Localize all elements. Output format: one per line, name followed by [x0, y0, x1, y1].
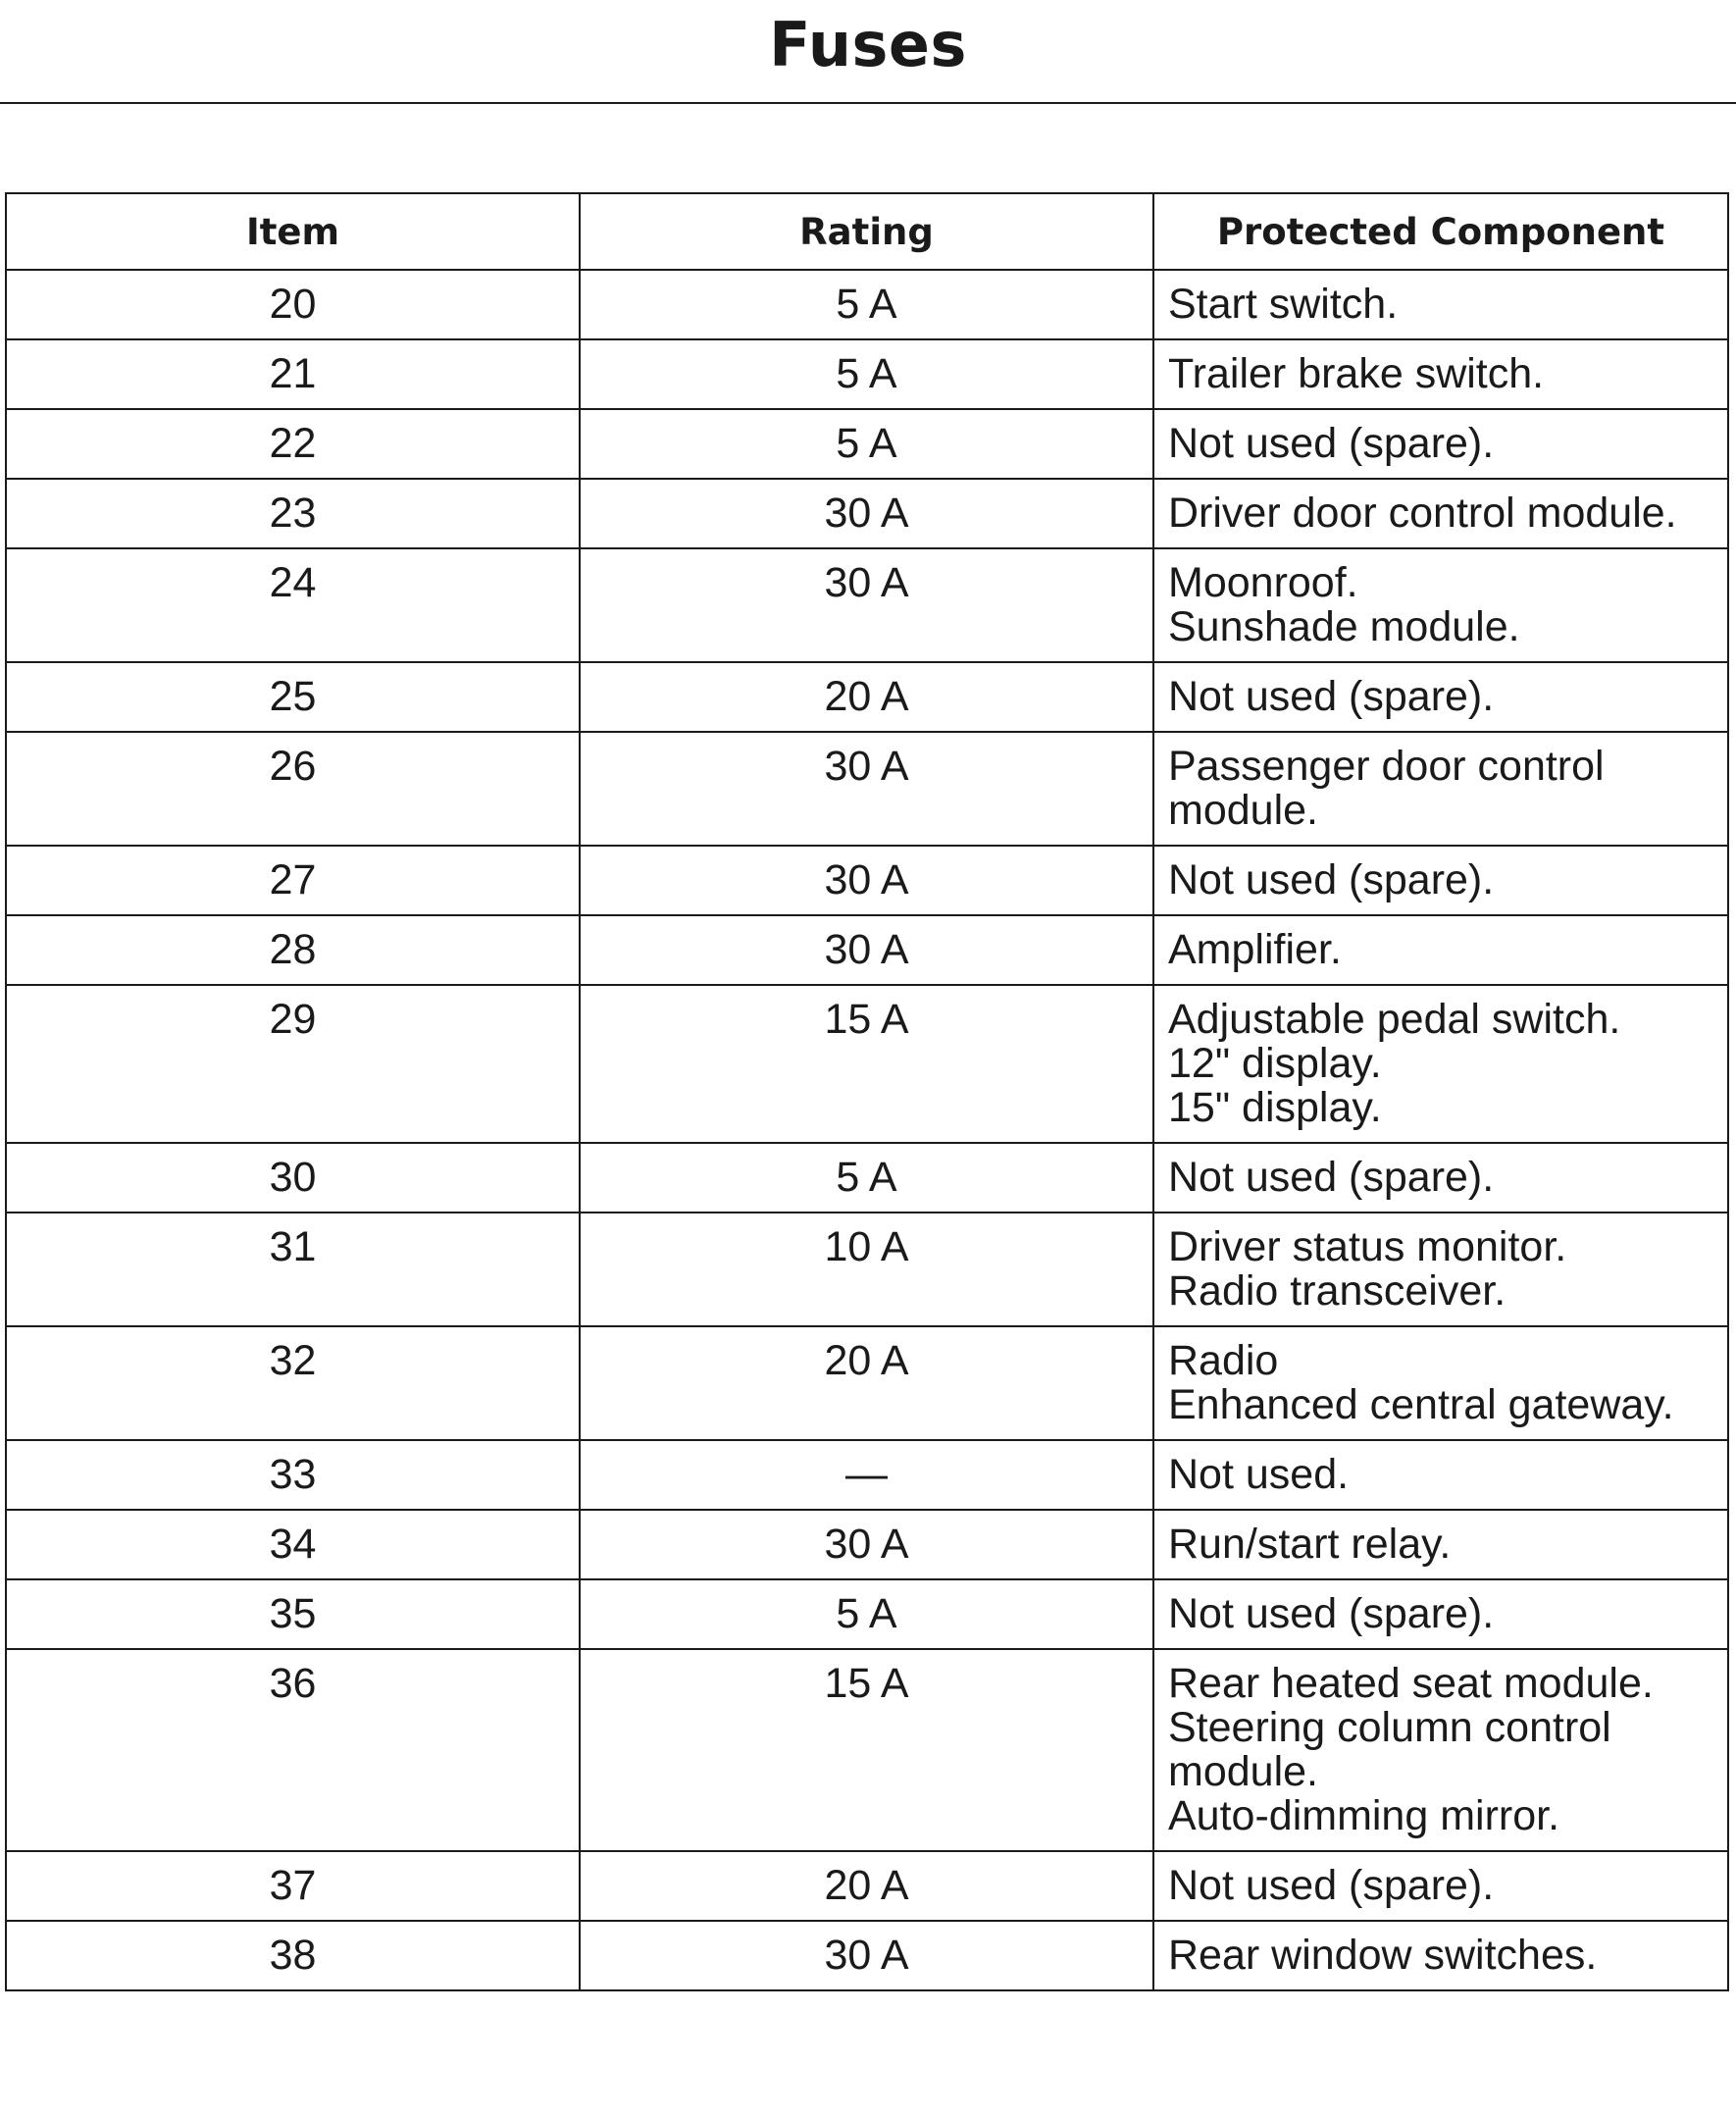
table-body [6, 270, 1728, 1990]
component-line: Amplifier. [1168, 926, 1342, 973]
item-cell: 27 [6, 846, 580, 915]
component-line: 15" display. [1168, 1084, 1382, 1131]
item-cell: 25 [6, 662, 580, 732]
table-row [6, 1851, 1728, 1921]
component-line: Radio [1168, 1337, 1279, 1384]
table-row [6, 1649, 1728, 1851]
component-line: Start switch. [1168, 281, 1399, 328]
column-header-protected-component: Protected Component [1153, 193, 1728, 270]
page-title: Fuses [769, 9, 967, 80]
rating-cell: 5 A [580, 409, 1153, 479]
component-line: 12" display. [1168, 1040, 1382, 1087]
item-cell: 31 [6, 1213, 580, 1326]
component-line: Not used (spare). [1168, 420, 1495, 467]
protected-component-cell [1153, 409, 1728, 479]
rating-cell: 5 A [580, 1579, 1153, 1649]
component-line: module. [1168, 787, 1318, 834]
item-cell: 28 [6, 915, 580, 985]
item-cell: 35 [6, 1579, 580, 1649]
rating-cell: — [580, 1440, 1153, 1510]
component-line: Not used (spare). [1168, 673, 1495, 720]
item-cell: 38 [6, 1921, 580, 1990]
table-row [6, 548, 1728, 662]
protected-component-cell [1153, 479, 1728, 548]
table-row [6, 1921, 1728, 1990]
protected-component-cell [1153, 1851, 1728, 1921]
item-cell: 24 [6, 548, 580, 662]
item-cell: 22 [6, 409, 580, 479]
protected-component-cell [1153, 339, 1728, 409]
rating-cell: 30 A [580, 1510, 1153, 1579]
protected-component-cell [1153, 548, 1728, 662]
item-cell: 20 [6, 270, 580, 339]
protected-component-cell [1153, 846, 1728, 915]
protected-component-cell [1153, 662, 1728, 732]
component-line: Moonroof. [1168, 559, 1358, 606]
table-row [6, 1440, 1728, 1510]
component-line: Sunshade module. [1168, 603, 1520, 650]
component-line: Radio transceiver. [1168, 1267, 1506, 1315]
protected-component-cell [1153, 1143, 1728, 1213]
item-cell: 30 [6, 1143, 580, 1213]
table-row [6, 732, 1728, 846]
protected-component-cell [1153, 270, 1728, 339]
protected-component-cell [1153, 985, 1728, 1143]
table-row [6, 409, 1728, 479]
component-line: Not used (spare). [1168, 1590, 1495, 1637]
rating-cell: 30 A [580, 479, 1153, 548]
column-header-rating: Rating [580, 193, 1153, 270]
component-line: Steering column control [1168, 1704, 1611, 1751]
component-line: Not used (spare). [1168, 1154, 1495, 1201]
protected-component-cell [1153, 1213, 1728, 1326]
item-cell: 36 [6, 1649, 580, 1851]
component-line: Not used (spare). [1168, 856, 1495, 903]
protected-component-cell [1153, 732, 1728, 846]
protected-component-cell [1153, 1440, 1728, 1510]
table-row [6, 339, 1728, 409]
table-row [6, 1326, 1728, 1440]
component-line: Not used (spare). [1168, 1862, 1495, 1909]
rating-cell: 30 A [580, 732, 1153, 846]
component-line: Rear heated seat module. [1168, 1660, 1654, 1707]
fuse-table [5, 192, 1729, 1991]
item-cell: 29 [6, 985, 580, 1143]
rating-cell: 15 A [580, 985, 1153, 1143]
rating-cell: 30 A [580, 548, 1153, 662]
rating-cell: 5 A [580, 270, 1153, 339]
table-row [6, 270, 1728, 339]
component-line: Run/start relay. [1168, 1521, 1452, 1568]
item-cell: 37 [6, 1851, 580, 1921]
rating-cell: 20 A [580, 1851, 1153, 1921]
protected-component-cell [1153, 1649, 1728, 1851]
protected-component-cell [1153, 1510, 1728, 1579]
item-cell: 26 [6, 732, 580, 846]
rating-cell: 5 A [580, 339, 1153, 409]
table-header-row [6, 193, 1728, 270]
item-cell: 32 [6, 1326, 580, 1440]
rating-cell: 20 A [580, 1326, 1153, 1440]
table-row [6, 1213, 1728, 1326]
protected-component-cell [1153, 1579, 1728, 1649]
item-cell: 21 [6, 339, 580, 409]
protected-component-cell [1153, 1326, 1728, 1440]
component-line: Auto-dimming mirror. [1168, 1792, 1560, 1839]
table-row [6, 1510, 1728, 1579]
component-line: Not used. [1168, 1451, 1350, 1498]
rating-cell: 5 A [580, 1143, 1153, 1213]
table-row [6, 662, 1728, 732]
table-row [6, 846, 1728, 915]
rating-cell: 10 A [580, 1213, 1153, 1326]
column-header-item: Item [6, 193, 580, 270]
rating-cell: 30 A [580, 915, 1153, 985]
component-line: Adjustable pedal switch. [1168, 996, 1621, 1043]
protected-component-cell [1153, 1921, 1728, 1990]
component-line: Enhanced central gateway. [1168, 1381, 1674, 1428]
component-line: Passenger door control [1168, 743, 1605, 790]
item-cell: 34 [6, 1510, 580, 1579]
table-row [6, 915, 1728, 985]
rating-cell: 15 A [580, 1649, 1153, 1851]
table-row [6, 479, 1728, 548]
page-header [0, 0, 1736, 104]
component-line: Driver status monitor. [1168, 1223, 1567, 1270]
component-line: Rear window switches. [1168, 1932, 1598, 1979]
table-row [6, 985, 1728, 1143]
item-cell: 23 [6, 479, 580, 548]
item-cell: 33 [6, 1440, 580, 1510]
component-line: Driver door control module. [1168, 490, 1677, 537]
component-line: module. [1168, 1748, 1318, 1795]
table-row [6, 1579, 1728, 1649]
rating-cell: 30 A [580, 1921, 1153, 1990]
component-line: Trailer brake switch. [1168, 350, 1545, 397]
rating-cell: 20 A [580, 662, 1153, 732]
protected-component-cell [1153, 915, 1728, 985]
table-row [6, 1143, 1728, 1213]
rating-cell: 30 A [580, 846, 1153, 915]
